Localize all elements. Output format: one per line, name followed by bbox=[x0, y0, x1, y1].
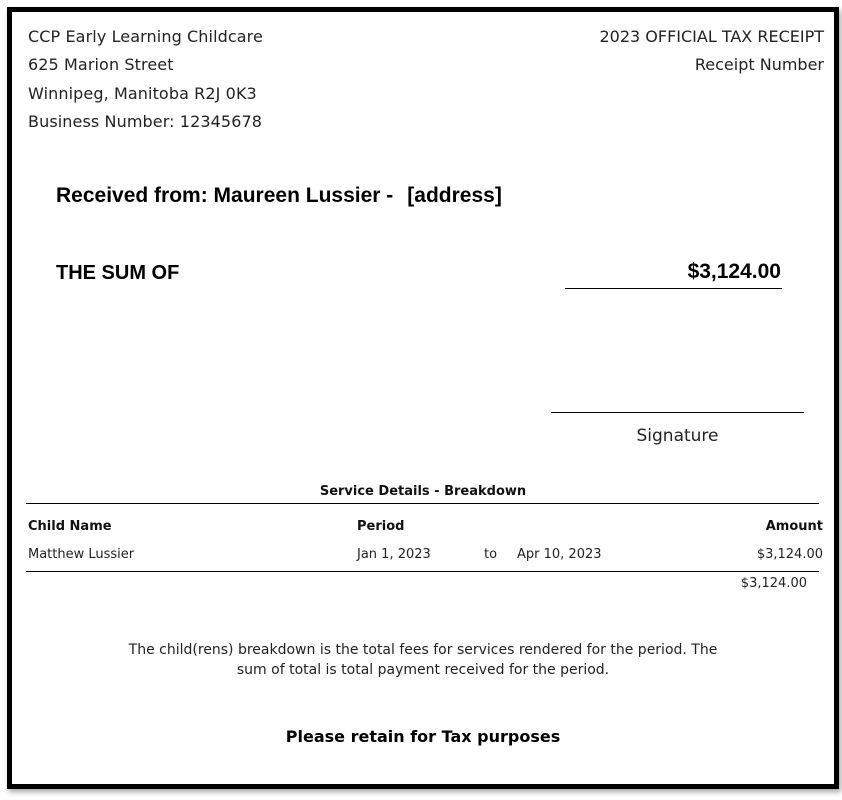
column-header-period: Period bbox=[357, 519, 405, 534]
business-street: 625 Marion Street bbox=[28, 55, 174, 74]
signature-line bbox=[551, 412, 804, 413]
received-from bbox=[56, 184, 502, 208]
row-amount: $3,124.00 bbox=[756, 547, 823, 562]
breakdown-bottom-rule bbox=[26, 571, 819, 572]
received-from-label: Received from: Maureen Lussier - bbox=[56, 184, 394, 207]
receipt-title: 2023 OFFICIAL TAX RECEIPT bbox=[599, 27, 824, 46]
note-line-1: The child(rens) breakdown is the total fees for services rendered for the period. The bbox=[128, 642, 718, 658]
sum-amount: $3,124.00 bbox=[687, 260, 781, 283]
breakdown-top-rule bbox=[26, 503, 819, 504]
business-city: Winnipeg, Manitoba R2J 0K3 bbox=[28, 84, 257, 103]
row-period-end: Apr 10, 2023 bbox=[517, 547, 602, 562]
row-period-start: Jan 1, 2023 bbox=[357, 547, 431, 562]
breakdown-title: Service Details - Breakdown bbox=[319, 484, 527, 499]
breakdown-note bbox=[12, 640, 834, 680]
note-line-2: sum of total is total payment received for the period. bbox=[236, 662, 610, 678]
sum-label: THE SUM OF bbox=[56, 262, 180, 284]
sum-underline bbox=[565, 288, 782, 289]
column-header-child-name: Child Name bbox=[28, 519, 112, 534]
signature-label: Signature bbox=[636, 426, 719, 446]
breakdown-total: $3,124.00 bbox=[740, 576, 807, 591]
row-period-to: to bbox=[484, 547, 498, 562]
retain-notice: Please retain for Tax purposes bbox=[285, 727, 561, 746]
row-child-name: Matthew Lussier bbox=[28, 547, 135, 562]
received-from-address: [address] bbox=[407, 184, 502, 207]
receipt-number-label: Receipt Number bbox=[694, 55, 824, 74]
business-name: CCP Early Learning Childcare bbox=[28, 27, 263, 46]
column-header-amount: Amount bbox=[765, 519, 823, 534]
tax-receipt bbox=[7, 7, 839, 789]
business-number: Business Number: 12345678 bbox=[28, 112, 263, 131]
